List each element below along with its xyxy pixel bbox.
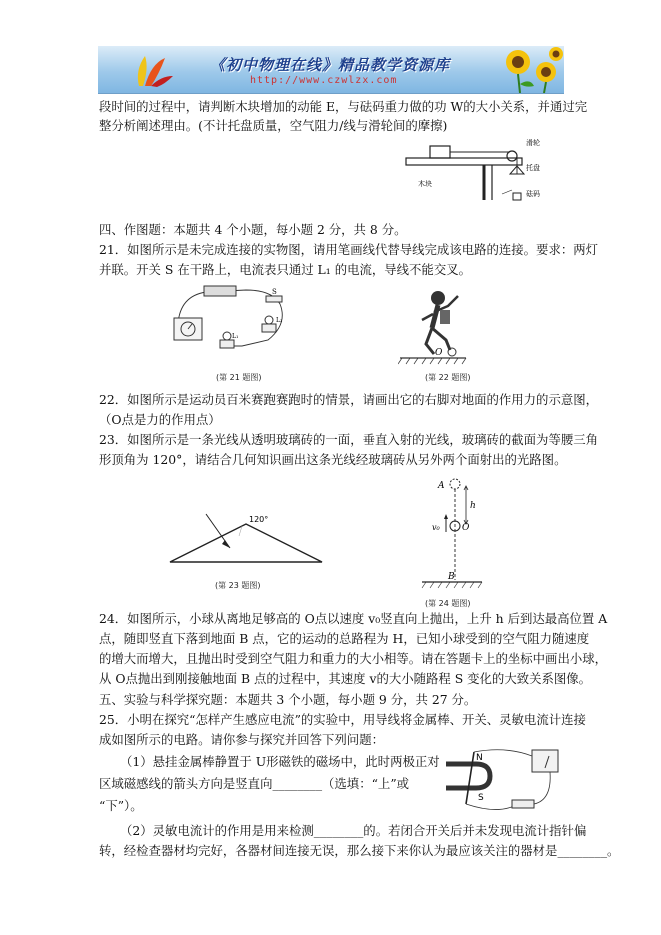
q25-text-line-7: 转，经检查器材均完好，各器材间连接无误，那么接下来你认为最应该关注的器材是________。 [99,843,620,858]
label-south-pole: S [478,793,484,803]
section-4-heading: 四、作图题：本题共 4 个小题，每小题 2 分，共 8 分。 [99,222,407,237]
q23-text-line-2: 形顶角为 120°，请结合几何知识画出这条光线经玻璃砖从另外两个面射出的光路图。 [99,452,567,467]
q20-text-line-2: 整分析阐述理由。(不计托盘质量，空气阻力/线与滑轮间的摩擦) [99,118,448,133]
label-north-pole: N [476,753,483,763]
header-banner [98,46,564,94]
q23-prism-figure [166,508,326,568]
q25-text-line-5: “下”）。 [99,798,143,813]
q24-text-line-4: 从 O点抛出到刚接触地面 B 点的过程中，其速度 v的大小随路程 S 变化的大致关系图像。 [99,671,592,686]
q23-text-line-1: 23．如图所示是一条光线从透明玻璃砖的一面，垂直入射的光线，玻璃砖的截面为等腰三角 [99,432,599,447]
q22-text-line-1: 22．如图所示是运动员百米赛跑赛跑时的情景，请画出它的右脚对地面的作用力的示意图， [99,392,599,407]
q20-text-line-1: 段时间的过程中，请判断木块增加的动能 E，与砝码重力做的功 W的大小关系，并通过完 [99,99,588,114]
label-height-h: h [470,501,476,511]
q25-text-line-4: 区域磁感线的箭头方向是竖直向________（选填：“上”或 [99,776,410,791]
logo-icon [131,50,175,90]
q25-text-line-3: （1）悬挂金属棒静置于 U形磁铁的磁场中，此时两极正对 [120,754,440,769]
label-pulley: 滑轮 [526,139,540,147]
label-switch-s: S [272,288,277,296]
label-weight: 砝码 [526,190,540,198]
label-velocity-v0: v₀ [432,523,440,532]
q20-figure [398,136,568,208]
label-point-o: O [435,348,443,358]
section-5-heading: 五、实验与科学探究题：本题共 3 个小题，每小题 9 分，共 27 分。 [99,692,477,707]
q21-circuit-figure [168,280,294,364]
label-point-a: A [438,481,445,491]
banner-url: http://www.czwlzx.com [250,75,398,86]
label-tray: 托盘 [526,164,540,172]
q23-figure-caption: (第 23 题图) [215,581,261,590]
q25-text-line-1: 25．小明在探究“怎样产生感应电流”的实验中，用导线将金属棒、开关、灵敏电流计连接 [99,712,586,727]
q25-text-line-2: 成如图所示的电路。请你参与探究并回答下列问题： [99,732,384,747]
q21-figure-caption: (第 21 题图) [216,373,262,382]
label-point-o: O [462,523,470,533]
sunflower-icon [498,46,564,93]
q24-text-line-3: 的增大而增大，且抛出时受到空气阻力和重力的大小相等。请在答题卡上的坐标中画出小球， [99,651,608,666]
q25-magnet-figure [436,744,566,818]
label-block: 木块 [418,180,432,188]
label-apex-angle: 120° [249,515,269,524]
q21-text-line-1: 21．如图所示是未完成连接的实物图，请用笔画线代替导线完成该电路的连接。要求：两灯 [99,242,599,257]
label-lamp-1: L₁ [232,333,239,340]
q22-text-line-2: （O点是力的作用点） [99,412,221,427]
q24-ball-figure [418,472,488,592]
q21-text-line-2: 并联。开关 S 在干路上，电流表只通过 L₁ 的电流，导线不能交叉。 [99,262,471,277]
q24-figure-caption: (第 24 题图) [425,599,471,608]
label-lamp-2: L₂ [276,317,283,324]
q24-text-line-2: 点，随即竖直下落到地面 B 点，它的运动的总路程为 H，已知小球受到的空气阻力随速度 [99,631,590,646]
q22-figure-caption: (第 22 题图) [425,373,471,382]
q25-text-line-6: （2）灵敏电流计的作用是用来检测________的。若闭合开关后并未发现电流计指针偏 [120,823,587,838]
label-point-b: B [448,572,455,582]
banner-title: 《初中物理在线》精品教学资源库 [210,56,451,74]
q24-text-line-1: 24．如图所示，小球从离地足够高的 O点以速度 v₀竖直向上抛出，上升 h 后到达最高位置 A [99,611,608,626]
q22-runner-figure [398,288,468,366]
